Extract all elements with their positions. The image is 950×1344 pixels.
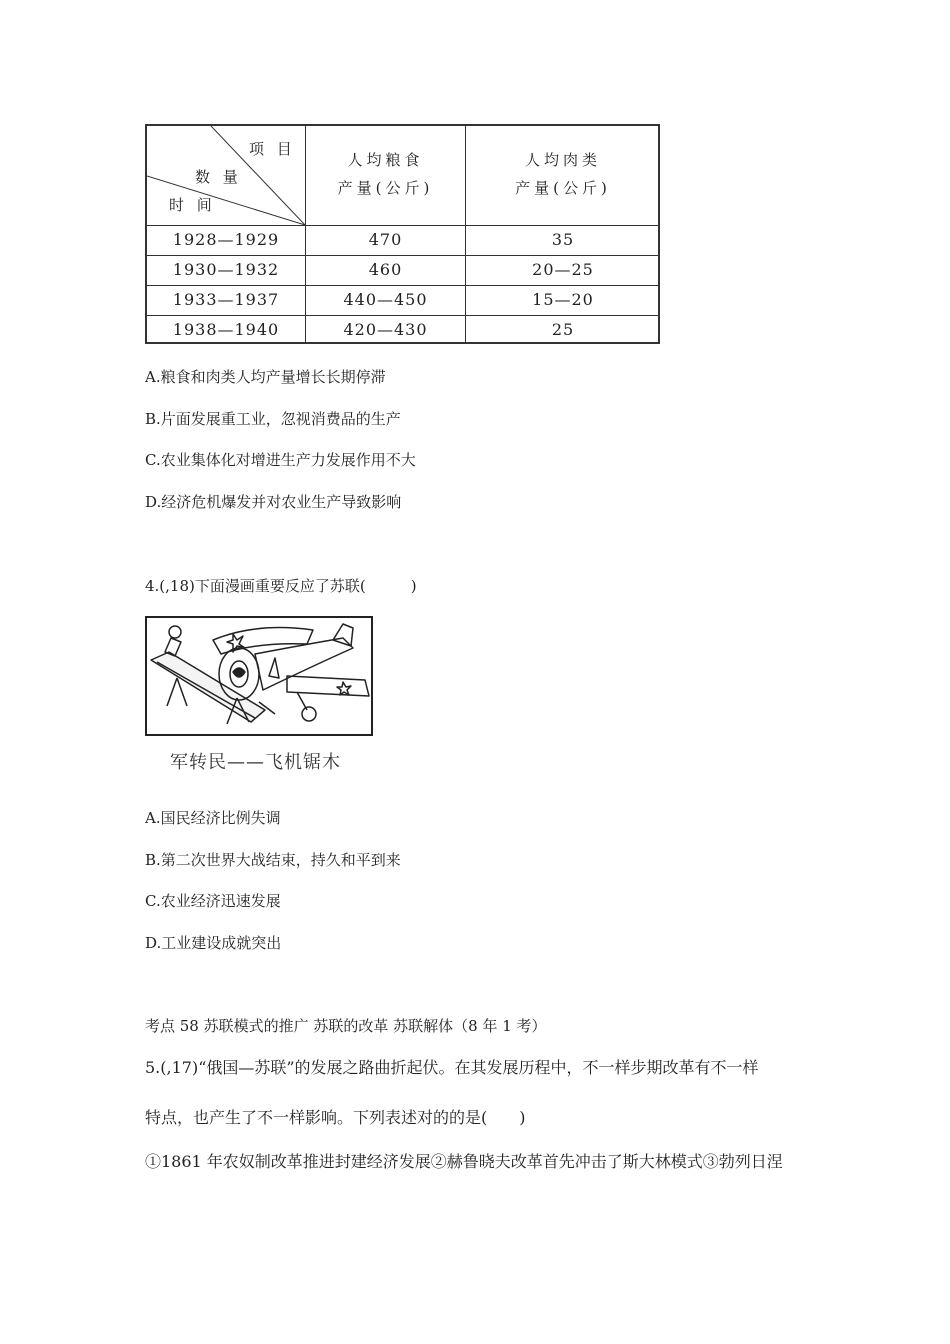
- q4-stem: 4.(,18)下面漫画重要反应了苏联( ): [145, 577, 417, 595]
- cell-grain: 460: [368, 260, 403, 279]
- corner-label-item: 项 目: [249, 140, 296, 158]
- q3-option-b: B.片面发展重工业，忽视消费品的生产: [145, 410, 401, 428]
- col-header-meat: [466, 146, 660, 202]
- col-header-grain-line1: 人均粮食: [347, 151, 424, 169]
- cell-grain: 470: [368, 230, 403, 249]
- cartoon-caption: 军转民——飞机锯木: [170, 752, 341, 773]
- cell-grain: 440—450: [343, 290, 428, 309]
- col-header-meat-line1: 人均肉类: [524, 151, 601, 169]
- cell-period: 1930—1932: [172, 260, 280, 279]
- col-header-meat-line2: 产量(公斤): [515, 179, 611, 197]
- cell-meat: 20—25: [532, 260, 594, 279]
- section-heading: 考点 58 苏联模式的推广 苏联的改革 苏联解体（8 年 1 考）: [145, 1017, 547, 1035]
- col-header-grain: [306, 146, 465, 202]
- col-header-grain-line2: 产量(公斤): [337, 179, 434, 197]
- cell-grain: 420—430: [343, 320, 428, 339]
- airplane-sawmill-illustration: [147, 618, 371, 734]
- cell-period: 1938—1940: [172, 320, 280, 339]
- table-divider: [147, 285, 658, 286]
- cartoon-airplane-sawing: [145, 616, 373, 736]
- q5-stem-line2: 特点，也产生了不一样影响。下列表述对的的是( ): [145, 1108, 526, 1127]
- q3-option-c: C.农业集体化对增进生产力发展作用不大: [145, 451, 416, 469]
- cell-meat: 25: [551, 320, 575, 339]
- q4-option-a: A.国民经济比例失调: [145, 809, 281, 827]
- q3-option-d: D.经济危机爆发并对农业生产导致影响: [145, 493, 402, 511]
- table-divider: [147, 255, 658, 256]
- table-divider: [147, 225, 658, 226]
- table-divider: [147, 315, 658, 316]
- production-table: [145, 124, 660, 344]
- q4-option-b: B.第二次世界大战结束，持久和平到来: [145, 851, 401, 869]
- q5-stem-line1: 5.(,17)“俄国—苏联”的发展之路曲折起伏。在其发展历程中，不一样步期改革有不一样: [145, 1058, 759, 1077]
- q3-option-a: A.粮食和肉类人均产量增长长期停滞: [145, 368, 386, 386]
- cell-meat: 15—20: [532, 290, 594, 309]
- cell-period: 1928—1929: [172, 230, 280, 249]
- corner-label-time: 时 间: [169, 196, 216, 214]
- cell-period: 1933—1937: [172, 290, 280, 309]
- cell-meat: 35: [551, 230, 575, 249]
- q4-option-d: D.工业建设成就突出: [145, 934, 282, 952]
- q5-statements-line1: ①1861 年农奴制改革推进封建经济发展②赫鲁晓夫改革首先冲击了斯大林模式③勃列日涅: [145, 1152, 783, 1171]
- q4-option-c: C.农业经济迅速发展: [145, 892, 281, 910]
- corner-label-quantity: 数 量: [195, 168, 242, 186]
